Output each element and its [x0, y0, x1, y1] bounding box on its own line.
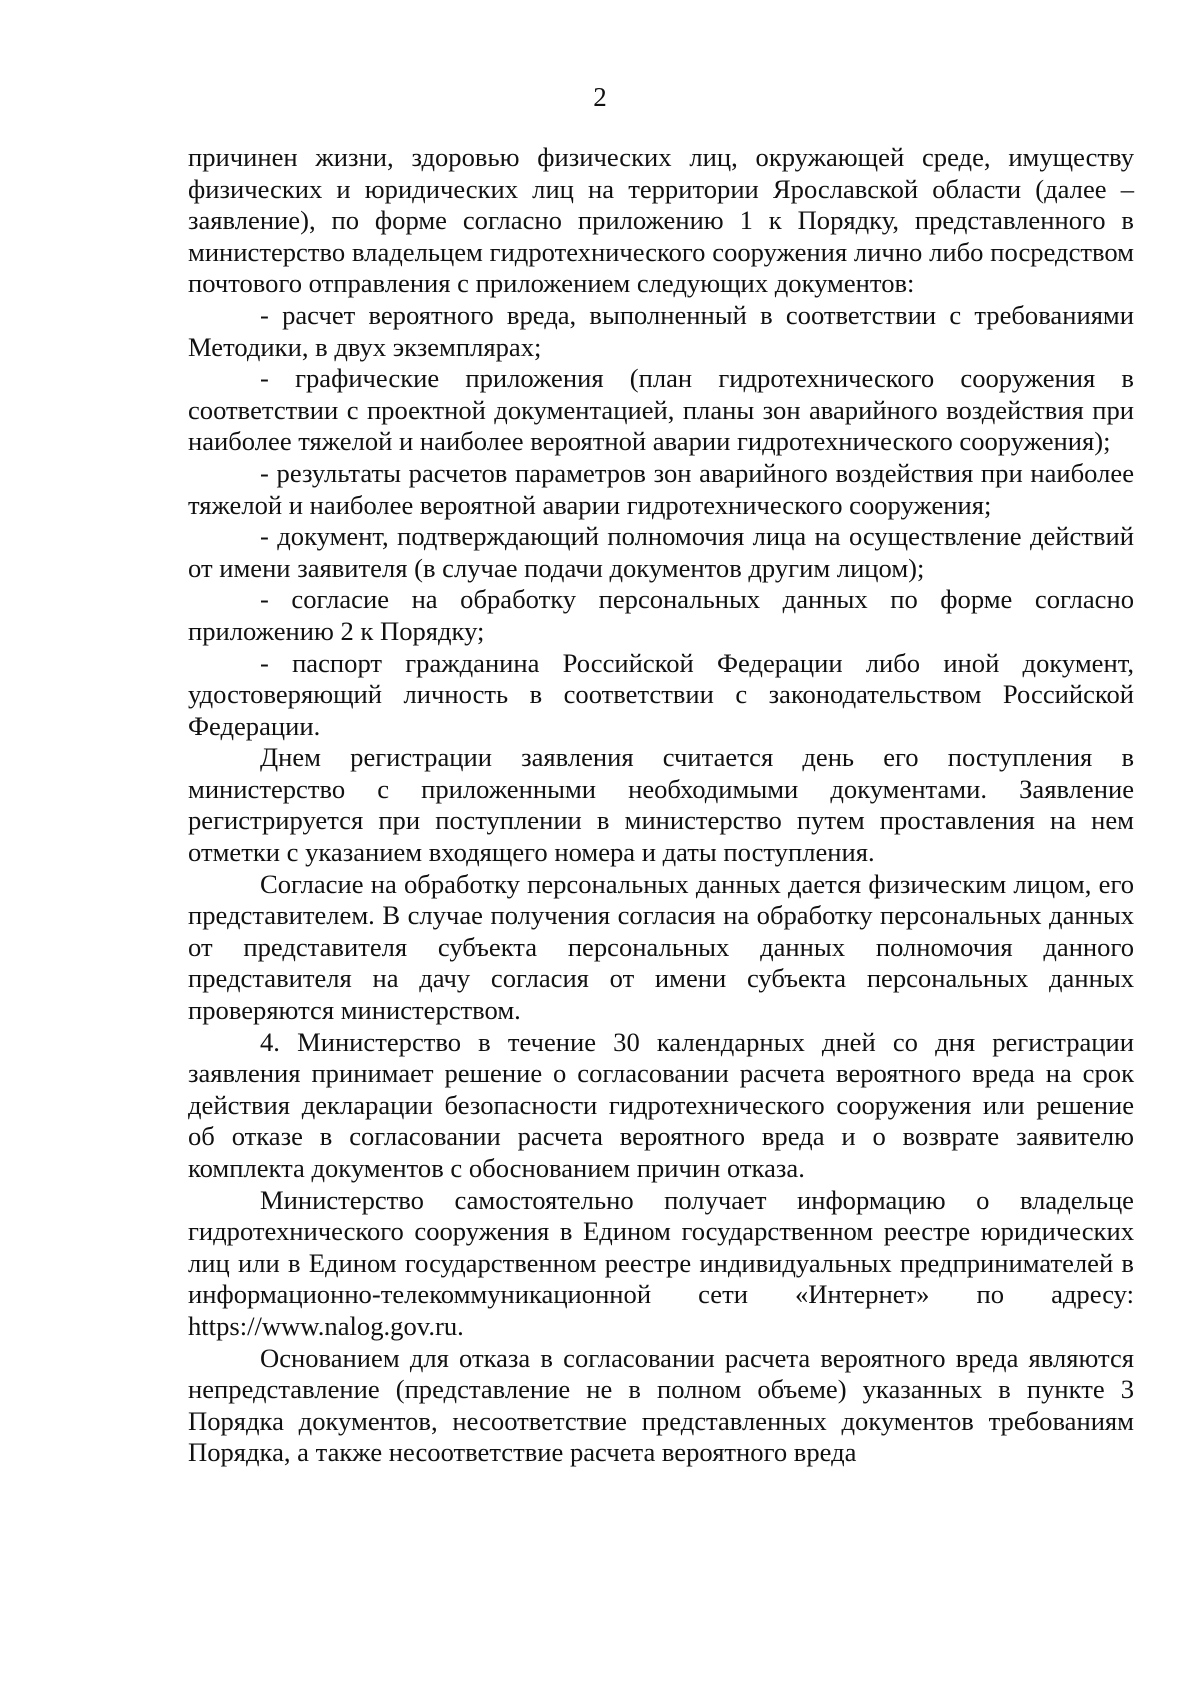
paragraph-consent: Согласие на обработку персональных данных дается физическим лицом, его представителем. В случае получения согласия на обработку персональных данных от представителя субъекта персональных данных полномочия данного представителя на дачу согласия от имени субъекта персональных данных проверяются министерством.	[188, 868, 1134, 1026]
list-item-graphic-attachments: - графические приложения (план гидротехнического сооружения в соответствии с проектной документацией, планы зон аварийного воздействия при наиболее тяжелой и наиболее вероятной аварии гидротехнического сооружения);	[188, 363, 1134, 457]
paragraph-refusal-grounds: Основанием для отказа в согласовании расчета вероятного вреда являются непредставление (представление не в полном объеме) указанных в пункте 3 Порядка документов, несоответствие представленных документов требованиям Порядка, а также несоответствие расчета вероятного вреда	[188, 1342, 1134, 1468]
list-item-passport: - паспорт гражданина Российской Федерации либо иной документ, удостоверяющий личность в соответствии с законодательством Российской Федерации.	[188, 647, 1134, 741]
paragraph-owner-info: Министерство самостоятельно получает информацию о владельце гидротехнического сооружения в Едином государственном реестре юридических лиц или в Едином государственном реестре индивидуальных предпринимателей в информационно-телекоммуникационной сети «Интернет» по адресу: https://www.nalog.gov.ru.	[188, 1184, 1134, 1341]
paragraph-continuation: причинен жизни, здоровью физических лиц, окружающей среде, имуществу физических и юридических лиц на территории Ярославской области (далее – заявление), по форме согласно приложению 1 к Порядку, представленного в министерство владельцем гидротехнического сооружения лично либо посредством почтового отправления с приложением следующих документов:	[188, 142, 1134, 299]
list-item-authority-document: - документ, подтверждающий полномочия лица на осуществление действий от имени заявителя (в случае подачи документов другим лицом);	[188, 521, 1134, 583]
page-number: 2	[593, 82, 607, 112]
paragraph-item-4: 4. Министерство в течение 30 календарных дней со дня регистрации заявления принимает решение о согласовании расчета вероятного вреда на срок действия декларации безопасности гидротехнического сооружения или решение об отказе в согласовании расчета вероятного вреда и о возврате заявителю комплекта документов с обоснованием причин отказа.	[188, 1026, 1134, 1183]
paragraph-registration-day: Днем регистрации заявления считается день его поступления в министерство с приложенными необходимыми документами. Заявление регистрируется при поступлении в министерство путем проставления на нем отметки с указанием входящего номера и даты поступления.	[188, 742, 1134, 868]
list-item-personal-data-consent: - согласие на обработку персональных данных по форме согласно приложению 2 к Порядку;	[188, 584, 1134, 646]
document-body	[188, 142, 1134, 1469]
list-item-zone-calculation-results: - результаты расчетов параметров зон аварийного воздействия при наиболее тяжелой и наиболее вероятной аварии гидротехнического сооружения;	[188, 457, 1134, 520]
list-item-probable-harm-calculation: - расчет вероятного вреда, выполненный в соответствии с требованиями Методики, в двух экземплярах;	[188, 299, 1134, 362]
